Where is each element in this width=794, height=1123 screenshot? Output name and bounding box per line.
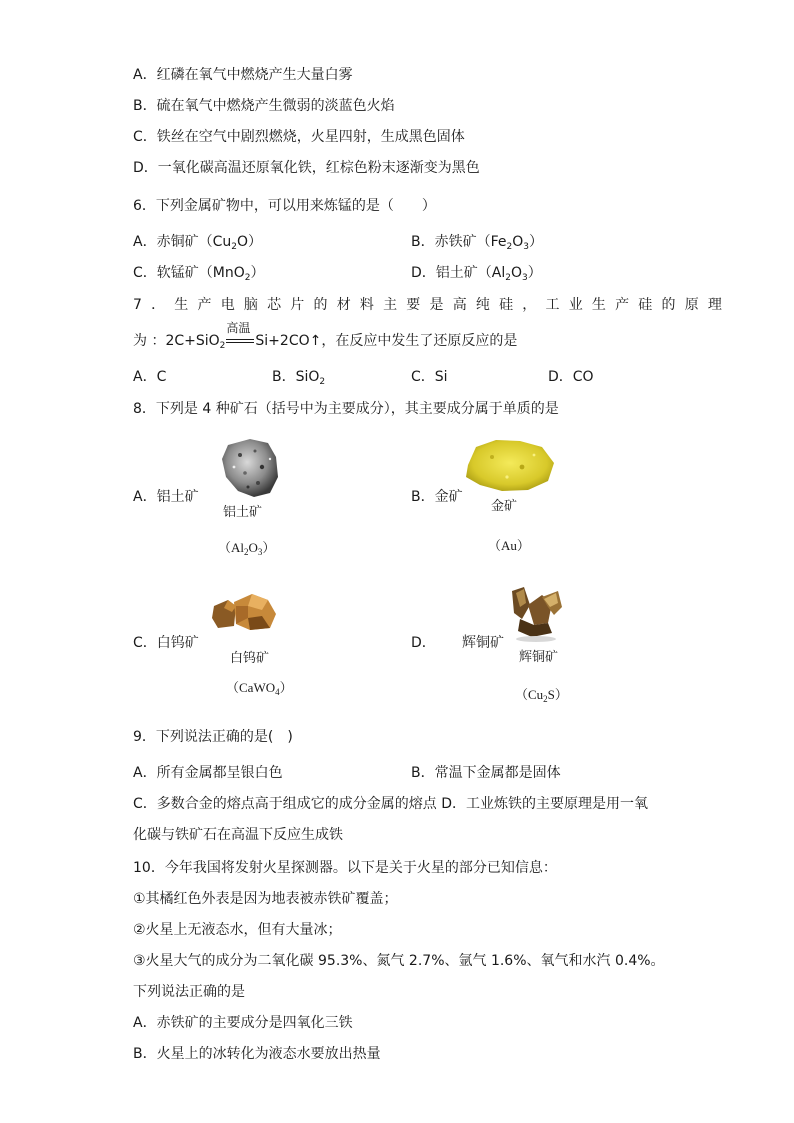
q5-option-c: C．铁丝在空气中剧烈燃烧，火星四射，生成黑色固体 <box>133 129 465 145</box>
bauxite-ore-image <box>220 437 280 499</box>
q8-option-a-name: 铝土矿 <box>223 505 263 520</box>
q6-stem: 6．下列金属矿物中，可以用来炼锰的是（ ） <box>133 198 436 214</box>
q9-option-d-line2: 化碳与铁矿石在高温下反应生成铁 <box>133 827 343 843</box>
q8-option-b-label: B．金矿 <box>411 489 463 505</box>
q10-option-b: B．火星上的冰转化为液态水要放出热量 <box>133 1046 381 1062</box>
q10-option-a: A．赤铁矿的主要成分是四氧化三铁 <box>133 1015 353 1031</box>
reaction-condition: 高温 <box>226 321 251 335</box>
q10-info-2: ②火星上无液态水，但有大量冰； <box>133 922 342 938</box>
q6-option-c: C．软锰矿（MnO$_2$） <box>133 265 265 283</box>
q7-option-d: D．CO <box>548 369 594 385</box>
q8-option-d-label: D． <box>411 635 436 651</box>
q10-info-3: ③火星大气的成分为二氧化碳 95.3%、氮气 2.7%、氩气 1.6%、氧气和水汽 0.4%。 <box>133 953 665 969</box>
q8-option-d-label-name: 辉铜矿 <box>462 635 504 651</box>
q8-option-c-formula: （CaWO$_4$） <box>226 680 293 697</box>
q7-option-b: B．SiO$_2$ <box>272 369 326 387</box>
gold-ore-image <box>462 437 557 493</box>
q8-option-b-formula: （Au） <box>488 538 530 553</box>
q8-option-a-formula: $(Al_2O_3)$ <box>218 540 276 557</box>
q8-option-c-label: C．白钨矿 <box>133 635 199 651</box>
q8-stem: 8．下列是 4 种矿石（括号中为主要成分），其主要成分属于单质的是 <box>133 401 559 417</box>
q6-option-a: A．赤铜矿$(Cu_2O)$ <box>133 234 262 252</box>
q8-option-d-formula: $(Cu_2S)$ <box>515 687 568 704</box>
q10-ask: 下列说法正确的是 <box>133 984 245 1000</box>
q5-option-d: D．一氧化碳高温还原氧化铁，红棕色粉末逐渐变为黑色 <box>133 160 480 176</box>
q6-option-b: B．赤铁矿$(Fe_2O_3)$ <box>411 234 544 252</box>
q5-option-a: A．红磷在氧气中燃烧产生大量白雾 <box>133 67 353 83</box>
q9-option-c-d-line1: C．多数合金的熔点高于组成它的成分金属的熔点 D．工业炼铁的主要原理是用一氧 <box>133 796 649 812</box>
chalcocite-ore-image <box>508 585 564 643</box>
reaction-condition-arrow <box>226 321 254 350</box>
q8-option-d-name: 辉铜矿 <box>519 650 559 665</box>
q9-stem: 9．下列说法正确的是( ) <box>133 729 293 745</box>
q7-option-c: C．Si <box>411 369 448 385</box>
q8-option-a-label: A．铝土矿 <box>133 489 199 505</box>
q8-option-b-name: 金矿 <box>491 499 518 514</box>
scheelite-ore-image <box>210 592 278 632</box>
q8-option-c-name: 白钨矿 <box>230 651 270 666</box>
q7-stem-line1: 7．生产电脑芯片的材料主要是高纯硅，工业生产硅的原理 <box>133 297 732 313</box>
q6-option-d: D．铝土矿$(Al_2O_3)$ <box>411 265 542 283</box>
q5-option-b: B．硫在氧气中燃烧产生微弱的淡蓝色火焰 <box>133 98 395 114</box>
q7-equation-line: 为 ：2C+SiO$_2$ 高温 Si+2CO↑，在反应中发生了还原反应的是 <box>133 321 518 351</box>
q9-option-a: A．所有金属都呈银白色 <box>133 765 283 781</box>
q10-stem: 10．今年我国将发射火星探测器。以下是关于火星的部分已知信息： <box>133 860 557 876</box>
q7-option-a: A．C <box>133 369 167 385</box>
q10-info-1: ①其橘红色外表是因为地表被赤铁矿覆盖； <box>133 891 398 907</box>
q9-option-b: B．常温下金属都是固体 <box>411 765 561 781</box>
